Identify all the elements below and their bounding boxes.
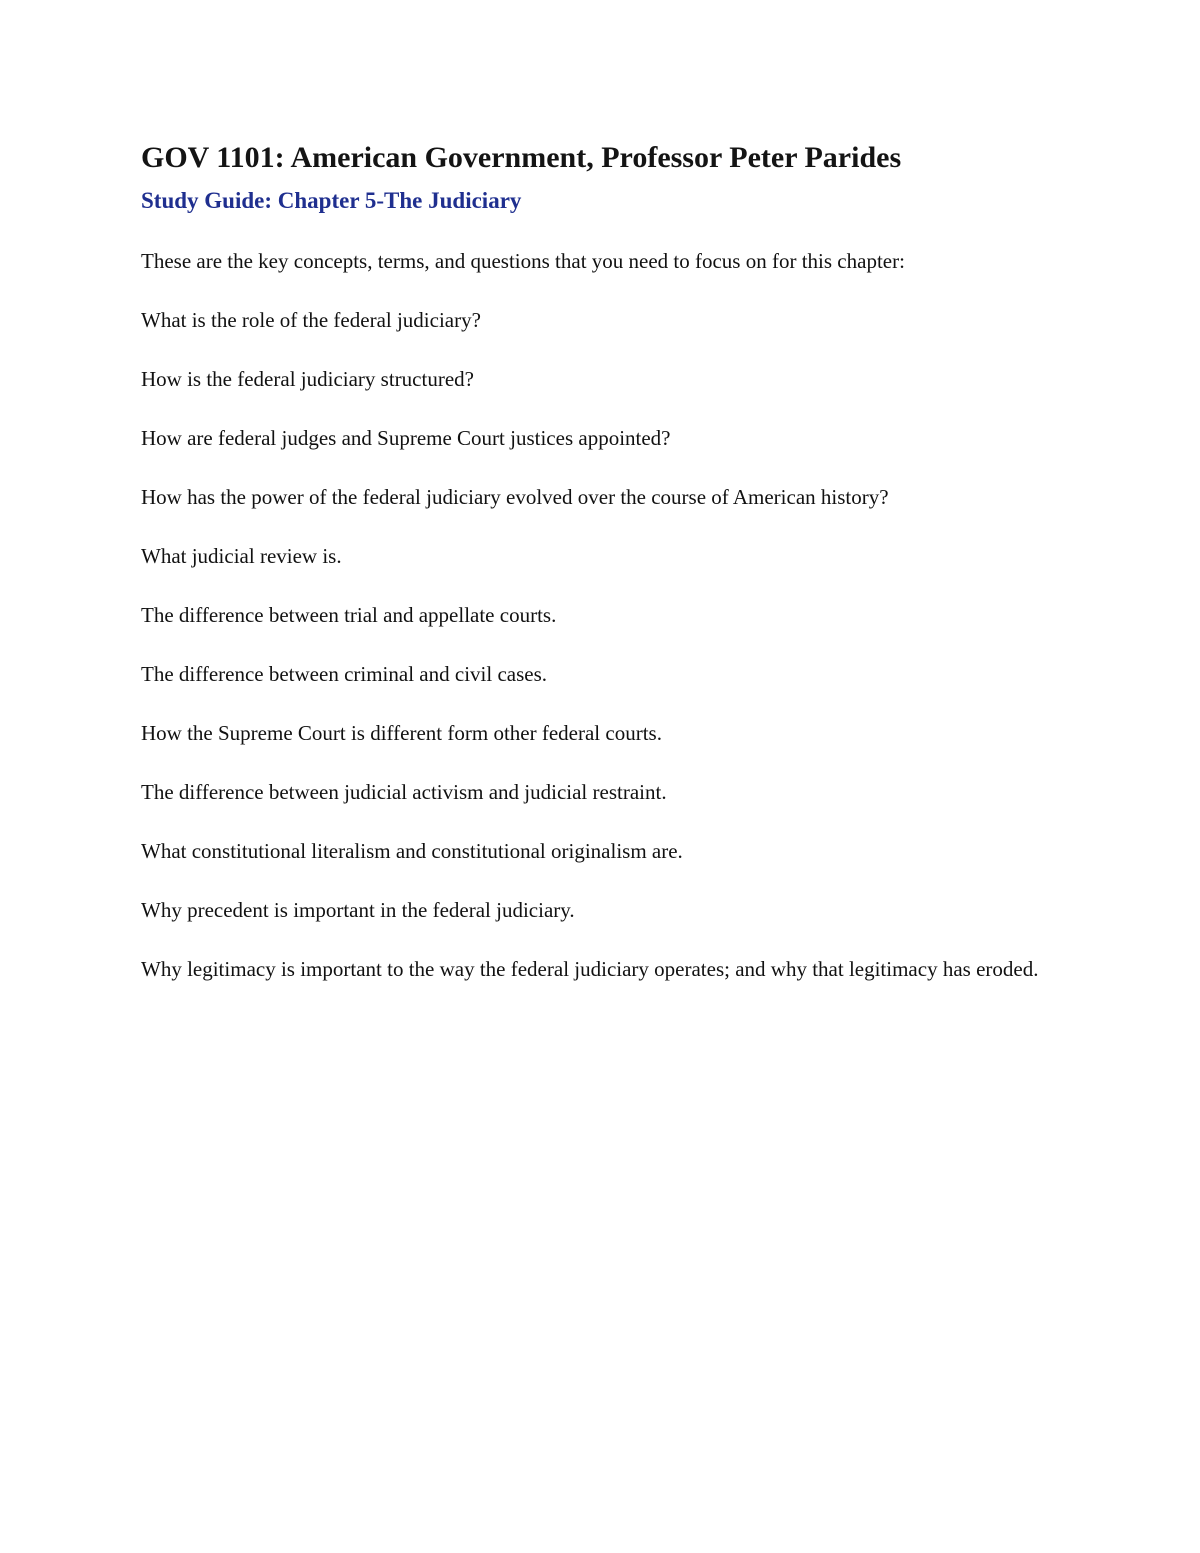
study-items-list [141, 306, 1061, 983]
document-title: GOV 1101: American Government, Professor Peter Parides [141, 141, 902, 174]
study-item: How has the power of the federal judiciary evolved over the course of American history? [141, 485, 889, 509]
study-item: How are federal judges and Supreme Court justices appointed? [141, 426, 671, 450]
study-item: What constitutional literalism and constitutional originalism are. [141, 839, 683, 863]
study-item: What judicial review is. [141, 544, 342, 568]
study-item: The difference between criminal and civil cases. [141, 662, 548, 686]
study-item: The difference between trial and appellate courts. [141, 603, 557, 627]
document-subtitle: Study Guide: Chapter 5-The Judiciary [141, 188, 522, 213]
study-item: How is the federal judiciary structured? [141, 367, 474, 391]
study-item: How the Supreme Court is different form other federal courts. [141, 721, 662, 745]
study-item: Why legitimacy is important to the way the federal judiciary operates; and why that legitimacy has eroded. [141, 957, 1039, 981]
document-content [141, 138, 1061, 983]
intro-paragraph: These are the key concepts, terms, and questions that you need to focus on for this chapter: [141, 249, 905, 273]
study-item: The difference between judicial activism and judicial restraint. [141, 780, 667, 804]
study-item: Why precedent is important in the federal judiciary. [141, 898, 575, 922]
study-item: What is the role of the federal judiciary? [141, 308, 481, 332]
